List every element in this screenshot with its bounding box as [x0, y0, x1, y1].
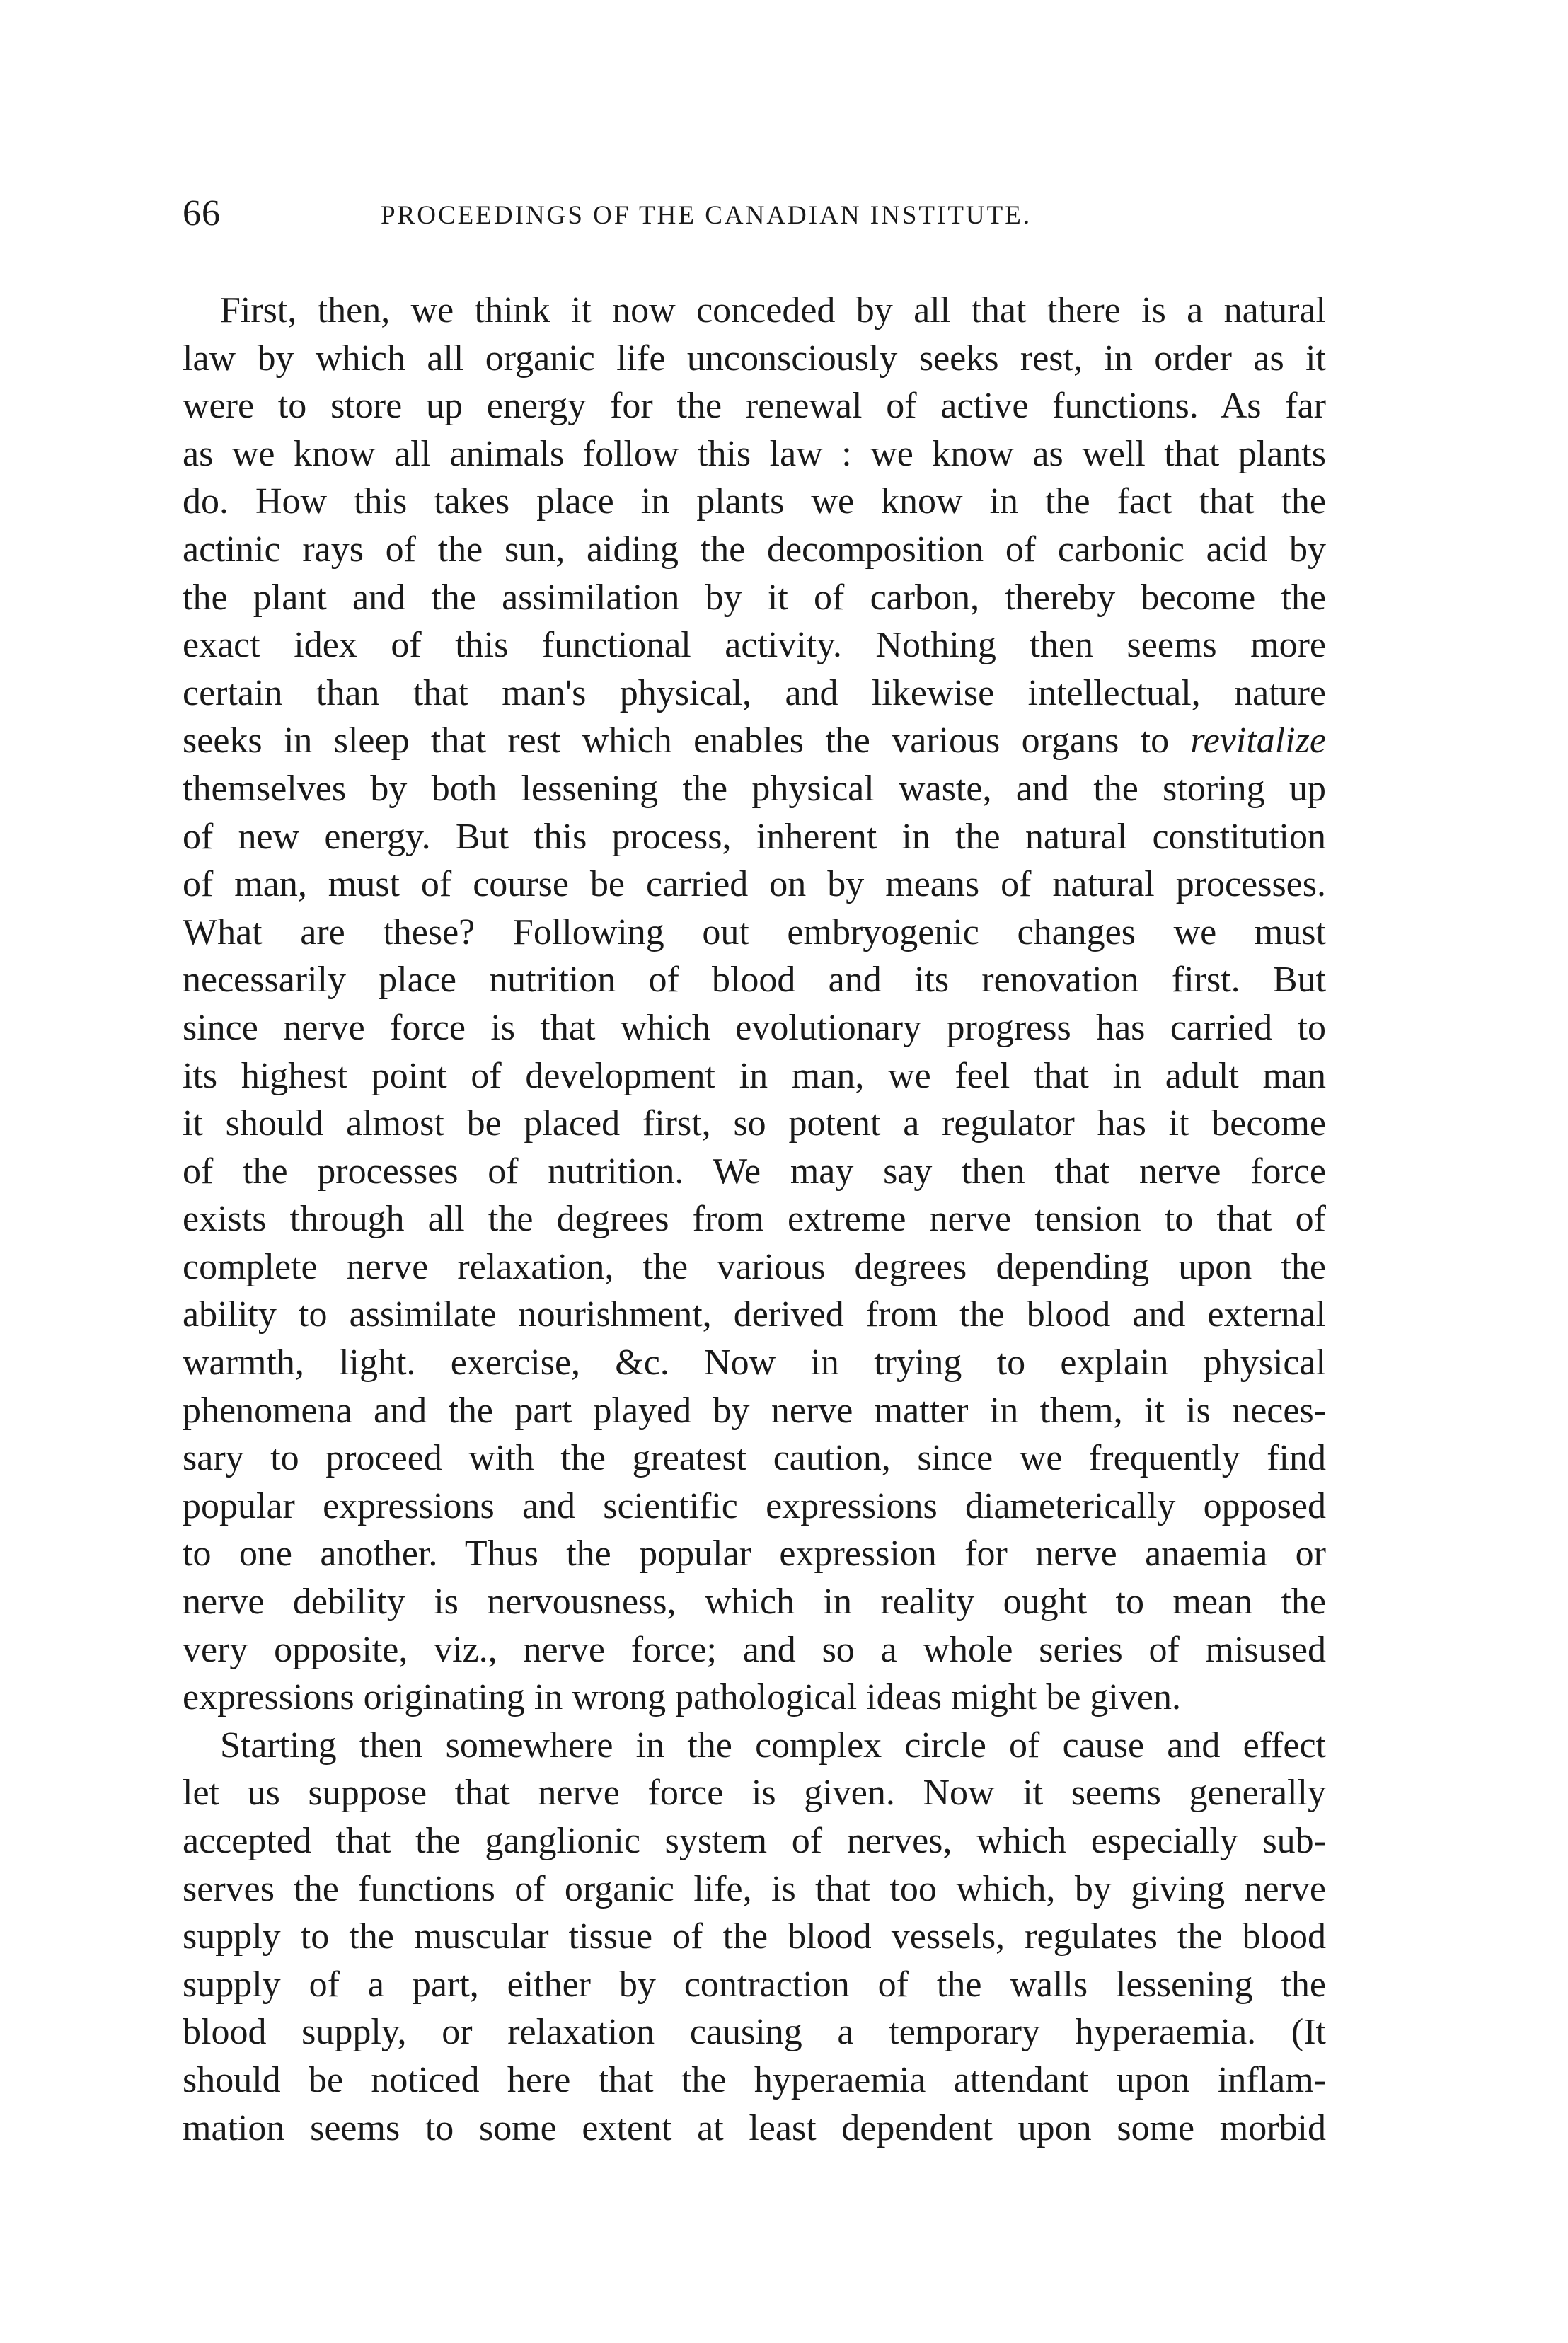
- text-line: actinic rays of the sun, aiding the decomposition of carbonic acid by: [183, 529, 1326, 570]
- text-line: serves the functions of organic life, is that too which, by giving nerve: [183, 1868, 1326, 1909]
- text-line: accepted that the ganglionic system of nerves, which especially sub-: [183, 1821, 1326, 1861]
- text-line: do. How this takes place in plants we know in the fact that the: [183, 481, 1326, 522]
- text-line: necessarily place nutrition of blood and its renovation first. But: [183, 960, 1326, 1001]
- text-line: exists through all the degrees from extreme nerve tension to that of: [183, 1199, 1326, 1240]
- text-line: law by which all organic life unconsciously seeks rest, in order as it: [183, 338, 1326, 379]
- text-line: phenomena and the part played by nerve matter in them, it is neces-: [183, 1390, 1326, 1431]
- emphasized-word: revitalize: [1190, 720, 1326, 761]
- text-line: it should almost be placed first, so potent a regulator has it become: [183, 1103, 1326, 1144]
- text-line: warmth, light. exercise, &c. Now in trying to explain physical: [183, 1342, 1326, 1383]
- text-line: the plant and the assimilation by it of carbon, thereby become the: [183, 577, 1326, 618]
- text-line: certain than that man's physical, and likewise intellectual, nature: [183, 672, 1326, 713]
- text-line: since nerve force is that which evolutionary progress has carried to: [183, 1007, 1326, 1048]
- text-line: exact idex of this functional activity. Nothing then seems more: [183, 625, 1326, 666]
- running-head: PROCEEDINGS OF THE CANADIAN INSTITUTE.: [381, 201, 1032, 230]
- text-line: very opposite, viz., nerve force; and so a whole series of misused: [183, 1629, 1326, 1670]
- text-line: of new energy. But this process, inherent in the natural constitution: [183, 816, 1326, 857]
- text-line: blood supply, or relaxation causing a temporary hyperaemia. (It: [183, 2012, 1326, 2053]
- text-line: nerve debility is nervousness, which in reality ought to mean the: [183, 1582, 1326, 1623]
- text-line: of man, must of course be carried on by means of natural processes.: [183, 864, 1326, 905]
- text-line: sary to proceed with the greatest caution, since we frequently find: [183, 1438, 1326, 1479]
- text-line: popular expressions and scientific expressions diameterically opposed: [183, 1485, 1326, 1526]
- text-line: ability to assimilate nourishment, derived from the blood and external: [183, 1294, 1326, 1335]
- text-line: Starting then somewhere in the complex circle of cause and effect: [220, 1725, 1326, 1766]
- text-line: supply to the muscular tissue of the blood vessels, regulates the blood: [183, 1916, 1326, 1957]
- text-line: of the processes of nutrition. We may say then that nerve force: [183, 1151, 1326, 1192]
- text-line: as we know all animals follow this law : we know as well that plants: [183, 433, 1326, 474]
- text-line: complete nerve relaxation, the various degrees depending upon the: [183, 1246, 1326, 1287]
- text-line: expressions originating in wrong pathological ideas might be given.: [183, 1677, 1181, 1718]
- text-line: should be noticed here that the hyperaemia attendant upon inflam-: [183, 2059, 1326, 2100]
- text-line: supply of a part, either by contraction of the walls lessening the: [183, 1964, 1326, 2005]
- text-line: let us suppose that nerve force is given. Now it seems generally: [183, 1773, 1326, 1814]
- text-line: themselves by both lessening the physical waste, and the storing up: [183, 768, 1326, 809]
- text-line: mation seems to some extent at least dependent upon some morbid: [183, 2107, 1326, 2148]
- body-text: [183, 287, 1326, 2152]
- page-header: [183, 192, 1329, 235]
- text-line: What are these? Following out embryogenic changes we must: [183, 911, 1326, 952]
- text-line: its highest point of development in man, we feel that in adult man: [183, 1055, 1326, 1096]
- text-line: seeks in sleep that rest which enables the various organs to revitalize: [183, 720, 1326, 761]
- text-line: First, then, we think it now conceded by all that there is a natural: [220, 290, 1326, 330]
- text-line: were to store up energy for the renewal of active functions. As far: [183, 386, 1326, 427]
- text-line: to one another. Thus the popular expression for nerve anaemia or: [183, 1533, 1326, 1575]
- page-number: 66: [183, 193, 221, 234]
